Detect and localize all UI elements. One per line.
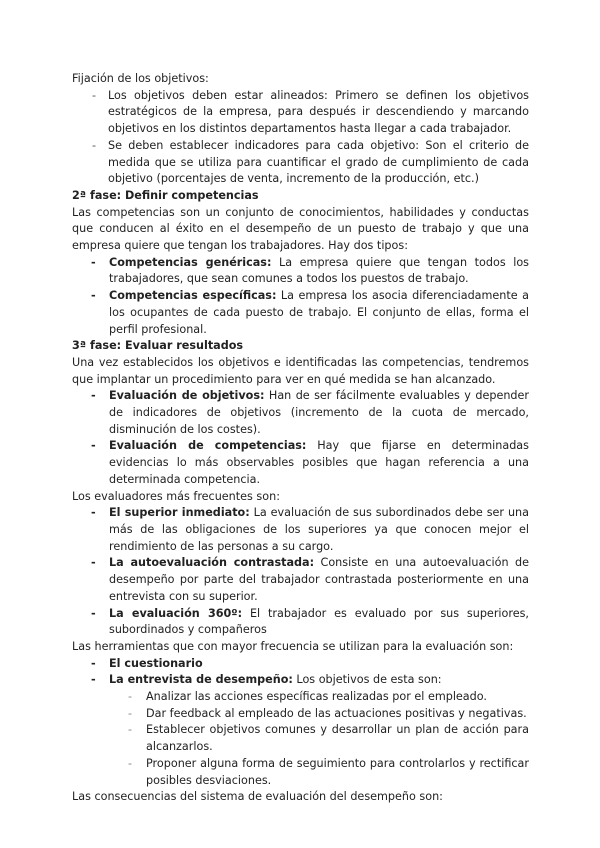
- definition: Los objetivos de esta son:: [292, 673, 442, 687]
- list-item: [72, 555, 529, 605]
- term: Competencias genéricas:: [109, 255, 272, 269]
- term: La entrevista de desempeño:: [109, 673, 293, 687]
- paragraph-resultados: Una vez establecidos los objetivos e identificadas las competencias, tendremos que implantar un procedimiento para ver en qué medida se han alcanzado.: [72, 355, 529, 386]
- list-item: [72, 438, 529, 488]
- paragraph-evaluadores: Los evaluadores más frecuentes son:: [72, 489, 280, 503]
- term: El cuestionario: [109, 656, 203, 670]
- definition: Han de ser fácilmente evaluables y depender de indicadores de objetivos (incremento de la cuota de mercado, disminución de los costes).: [109, 389, 529, 436]
- intro-line: Fijación de los objetivos:: [72, 72, 209, 85]
- term: Evaluación de objetivos:: [109, 389, 265, 403]
- sublist-item: - Dar feedback al empleado de las actuaciones positivas y negativas.: [109, 706, 529, 723]
- herramientas-list: [72, 656, 529, 790]
- list-item: [72, 606, 529, 639]
- paragraph-consecuencias: Las consecuencias del sistema de evaluación del desempeño son:: [72, 790, 443, 804]
- definition: La evaluación de sus subordinados debe ser una más de las obligaciones de los superiores ya que conocen mejor el rendimiento de las personas a su cargo.: [109, 506, 529, 553]
- list-item: [72, 656, 529, 673]
- definition: La empresa los asocia diferenciadamente a los ocupantes de cada puesto de trabajo. El conjunto de ellas, forma el perfil profesional.: [109, 289, 529, 336]
- sublist-item: - Proponer alguna forma de seguimiento para controlarlos y rectificar posibles desviaciones.: [109, 756, 529, 789]
- list-item: [72, 505, 529, 555]
- paragraph-competencias: Las competencias son un conjunto de conocimientos, habilidades y conductas que conducen al éxito en el desempeño de un puesto de trabajo y que una empresa quiere que tengan los trabajadores. Hay dos tipos:: [72, 205, 529, 253]
- list-item: [72, 388, 529, 438]
- term: El superior inmediato:: [109, 506, 250, 520]
- section-heading-fase2: 2ª fase: Definir competencias: [72, 188, 259, 202]
- term: Competencias específicas:: [109, 289, 277, 303]
- entrevista-sublist: [109, 689, 529, 789]
- list-item: - Se deben establecer indicadores para cada objetivo: Son el criterio de medida que se utiliza para cuantificar el grado de cumplimiento de cada objetivo (porcentajes de venta, incremento de la producción, etc.): [72, 138, 529, 188]
- competencias-list: [72, 255, 529, 339]
- section-heading-fase3: 3ª fase: Evaluar resultados: [72, 339, 244, 353]
- sublist-item: - Establecer objetivos comunes y desarrollar un plan de acción para alcanzarlos.: [109, 722, 529, 755]
- definition: La empresa quiere que tengan todos los trabajadores, que sean comunes a todos los puestos de trabajo.: [109, 255, 529, 286]
- definition: Hay que fijarse en determinadas evidencias lo más observables posibles que hagan referencia a una determinada competencia.: [109, 439, 529, 486]
- evaluacion-list: [72, 388, 529, 488]
- list-item: - Los objetivos deben estar alineados: Primero se definen los objetivos estratégicos de la empresa, para después ir descendiendo y marcando objetivos en los distintos departamentos hasta llegar a cada trabajador.: [72, 88, 529, 138]
- definition: Consiste en una autoevaluación de desempeño por parte del trabajador contrastada posteriormente en una entrevista con su superior.: [109, 556, 529, 603]
- paragraph-herramientas: Las herramientas que con mayor frecuencia se utilizan para la evaluación son:: [72, 639, 514, 653]
- list-item: [72, 672, 529, 789]
- list-item: [72, 288, 529, 338]
- term: La evaluación 360º:: [109, 606, 243, 620]
- term: Evaluación de competencias:: [109, 439, 307, 453]
- objetivos-list: [72, 88, 529, 188]
- term: La autoevaluación contrastada:: [109, 556, 315, 570]
- sublist-item: - Analizar las acciones específicas realizadas por el empleado.: [109, 689, 529, 706]
- list-item: [72, 255, 529, 288]
- definition: El trabajador es evaluado por sus superiores, subordinados y compañeros: [109, 606, 529, 637]
- evaluadores-list: [72, 505, 529, 639]
